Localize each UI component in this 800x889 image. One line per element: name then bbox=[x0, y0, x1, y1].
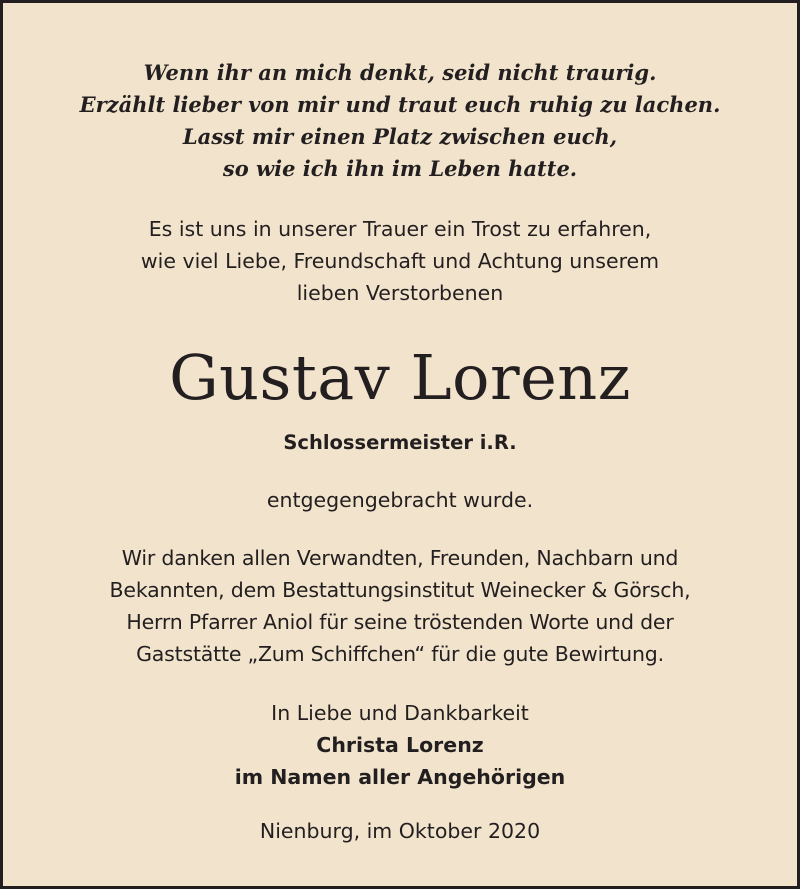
thanks-line: Gaststätte „Zum Schiffchen“ für die gute Bewirtung. bbox=[136, 642, 664, 666]
poem-line: Wenn ihr an mich denkt, seid nicht traurig. bbox=[143, 60, 657, 85]
poem-line: so wie ich ihn im Leben hatte. bbox=[222, 156, 578, 181]
thanks-text bbox=[3, 542, 797, 670]
deceased-name: Gustav Lorenz bbox=[169, 341, 631, 414]
deceased-title: Schlossermeister i.R. bbox=[283, 431, 517, 454]
poem-line: Lasst mir einen Platz zwischen euch, bbox=[182, 124, 618, 149]
closing bbox=[3, 697, 797, 793]
thanks-line: Herrn Pfarrer Aniol für seine tröstenden Worte und der bbox=[126, 610, 674, 634]
thanks-line: Bekannten, dem Bestattungsinstitut Weinecker & Görsch, bbox=[109, 578, 691, 602]
closing-salutation: In Liebe und Dankbarkeit bbox=[271, 701, 529, 725]
intro-line: lieben Verstorbenen bbox=[296, 281, 504, 305]
intro-line: Es ist uns in unserer Trauer ein Trost zu erfahren, bbox=[148, 217, 652, 241]
on-behalf-line: im Namen aller Angehörigen bbox=[234, 765, 566, 789]
intro-text bbox=[3, 213, 797, 309]
received-text: entgegengebracht wurde. bbox=[266, 488, 534, 512]
thanks-line: Wir danken allen Verwandten, Freunden, Nachbarn und bbox=[121, 546, 679, 570]
place-date: Nienburg, im Oktober 2020 bbox=[259, 819, 541, 843]
poem-line: Erzählt lieber von mir und traut euch ruhig zu lachen. bbox=[79, 92, 721, 117]
intro-line: wie viel Liebe, Freundschaft und Achtung unserem bbox=[140, 249, 660, 273]
signatory-name: Christa Lorenz bbox=[316, 733, 484, 757]
poem bbox=[3, 57, 797, 185]
